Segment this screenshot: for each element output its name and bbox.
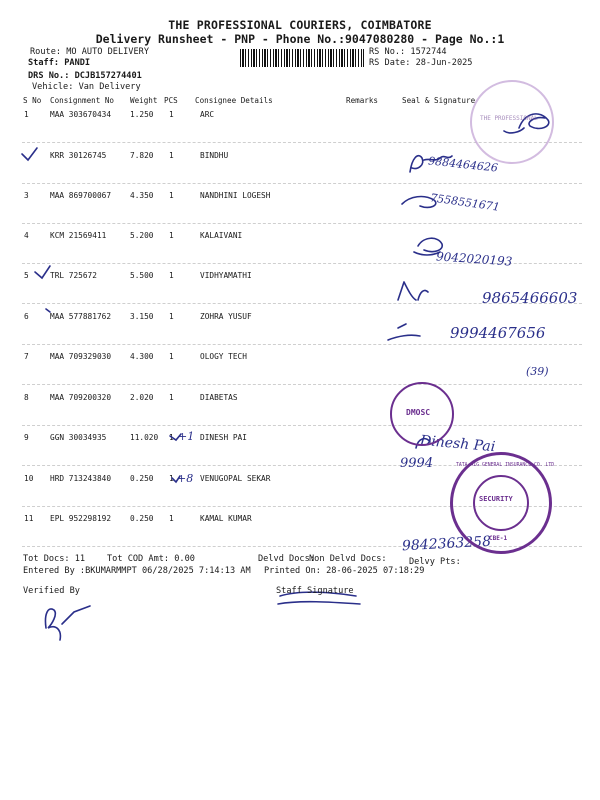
- staff-label: Staff: PANDI: [28, 58, 91, 68]
- non-delivered-docs: Non Delvd Docs:: [309, 554, 387, 564]
- row-consignment: TRL 725672: [50, 271, 97, 280]
- row-sno: 4: [24, 231, 29, 240]
- row-consignee: OLOGY TECH: [200, 352, 247, 361]
- row-pcs: 1: [169, 514, 174, 523]
- delivery-points: Delvy Pts:: [409, 557, 461, 567]
- tick-mark: [35, 266, 50, 278]
- row-consignee: DINESH PAI: [200, 433, 247, 442]
- row-consignment: MAA 709329030: [50, 352, 112, 361]
- row-pcs: 1: [169, 271, 174, 280]
- row-consignment: MAA 709200320: [50, 393, 112, 402]
- row-sno: 7: [24, 352, 29, 361]
- rs-number: RS No.: 1572744: [369, 47, 447, 57]
- row-pcs: 1: [169, 231, 174, 240]
- handwritten-phone: 9042020193: [435, 249, 513, 269]
- total-cod-amount: Tot COD Amt: 0.00: [107, 554, 195, 564]
- row-consignee: KALAIVANI: [200, 231, 243, 240]
- row-consignee: ZOHRA YUSUF: [200, 312, 252, 321]
- row-sno: 6: [24, 312, 29, 321]
- company-title: THE PROFESSIONAL COURIERS, COIMBATORE: [168, 18, 432, 32]
- row-pcs: 1: [169, 393, 174, 402]
- handwritten-phone: 9865466603: [482, 289, 578, 307]
- col-remarks: Remarks: [346, 96, 379, 105]
- vehicle-label: Vehicle: Van Delivery: [32, 82, 141, 92]
- row-consignment: MAA 869700067: [50, 191, 112, 200]
- col-pcs: PCS: [164, 96, 178, 105]
- col-sno: S No: [23, 96, 42, 105]
- handwritten-phone: 7558551671: [429, 191, 501, 214]
- rs-date: RS Date: 28-Jun-2025: [369, 58, 473, 68]
- row-consignment: MAA 577881762: [50, 312, 112, 321]
- row-consignment: MAA 303670434: [50, 110, 112, 119]
- tick-mark: [46, 309, 50, 312]
- row-weight: 5.500: [130, 271, 154, 280]
- row-consignment: EPL 952298192: [50, 514, 112, 523]
- row-consignment: GGN 30034935: [50, 433, 107, 442]
- row-weight: 3.150: [130, 312, 154, 321]
- row-sno: 10: [24, 474, 34, 483]
- row-sno: 8: [24, 393, 29, 402]
- row-weight: 5.200: [130, 231, 154, 240]
- row-sno: 9: [24, 433, 29, 442]
- row-consignee: VIDHYAMATHI: [200, 271, 252, 280]
- row-consignee: DIABETAS: [200, 393, 238, 402]
- handwritten-phone: 9884464626: [427, 154, 499, 175]
- company-seal-stamp: THE PROFESSIONAL: [470, 80, 554, 164]
- row-weight: 2.020: [130, 393, 154, 402]
- row-weight: 4.350: [130, 191, 154, 200]
- col-weight: Weight: [130, 96, 158, 105]
- row-consignment: KCM 21569411: [50, 231, 107, 240]
- row-pcs: 1: [169, 474, 174, 483]
- staff-signature: Staff Signature: [276, 586, 354, 596]
- row-weight: 7.820: [130, 151, 154, 160]
- row-consignee: VENUGOPAL SEKAR: [200, 474, 271, 483]
- total-docs: Tot Docs: 11: [23, 554, 86, 564]
- row-consignee: KAMAL KUMAR: [200, 514, 252, 523]
- row-pcs: 1: [169, 352, 174, 361]
- row-pcs: 1: [169, 151, 174, 160]
- printed-on: Printed On: 28-06-2025 07:18:29: [264, 566, 425, 576]
- entered-by: Entered By :BKUMARMMPT 06/28/2025 7:14:13 AM: [23, 566, 251, 576]
- row-sno: 1: [24, 110, 29, 119]
- col-consignee: Consignee Details: [195, 96, 273, 105]
- row-consignee: ARC: [200, 110, 215, 119]
- col-seal: Seal & Signature: [402, 96, 476, 105]
- row-pcs: 1: [169, 110, 174, 119]
- row-weight: 4.300: [130, 352, 154, 361]
- row-weight: 0.250: [130, 474, 154, 483]
- row-pcs: 1: [169, 433, 174, 442]
- row-weight: 0.250: [130, 514, 154, 523]
- handwritten-mark: (39): [526, 365, 549, 378]
- row-sno: 5: [24, 271, 29, 280]
- handwritten-phone: 9994467656: [450, 324, 546, 342]
- row-weight: 1.250: [130, 110, 154, 119]
- handwritten-phone: 9842363258: [401, 533, 492, 555]
- row-consignee: BINDHU: [200, 151, 229, 160]
- runsheet-subtitle: Delivery Runsheet - PNP - Phone No.:9047080280 - Page No.:1: [95, 32, 505, 46]
- row-consignment: HRD 713243840: [50, 474, 112, 483]
- tick-mark: [22, 148, 37, 160]
- delivered-docs: Delvd Docs:: [258, 554, 315, 564]
- verified-by: Verified By: [23, 586, 80, 596]
- route-label: Route: MO AUTO DELIVERY: [30, 47, 149, 57]
- handwritten-name: Dinesh Pai: [419, 432, 496, 456]
- row-consignee: NANDHINI LOGESH: [200, 191, 271, 200]
- row-sno: 11: [24, 514, 34, 523]
- handwritten-phone: 9994: [400, 456, 434, 471]
- handwritten-pcs-addition: +1: [178, 430, 195, 443]
- col-consignment: Consignment No: [50, 96, 115, 105]
- row-consignment: KRR 30126745: [50, 151, 107, 160]
- row-weight: 11.020: [130, 433, 159, 442]
- row-pcs: 1: [169, 191, 174, 200]
- dmosc-seal-stamp: DMOSC: [390, 382, 454, 446]
- handwritten-pcs-addition: +8: [177, 472, 194, 485]
- drs-label: DRS No.: DCJB157274401: [28, 71, 142, 81]
- row-pcs: 1: [169, 312, 174, 321]
- insurance-seal-stamp: TATA AIG GENERAL INSURANCE CO. LTD SECURITY CBE-1: [450, 452, 552, 554]
- row-sno: 3: [24, 191, 29, 200]
